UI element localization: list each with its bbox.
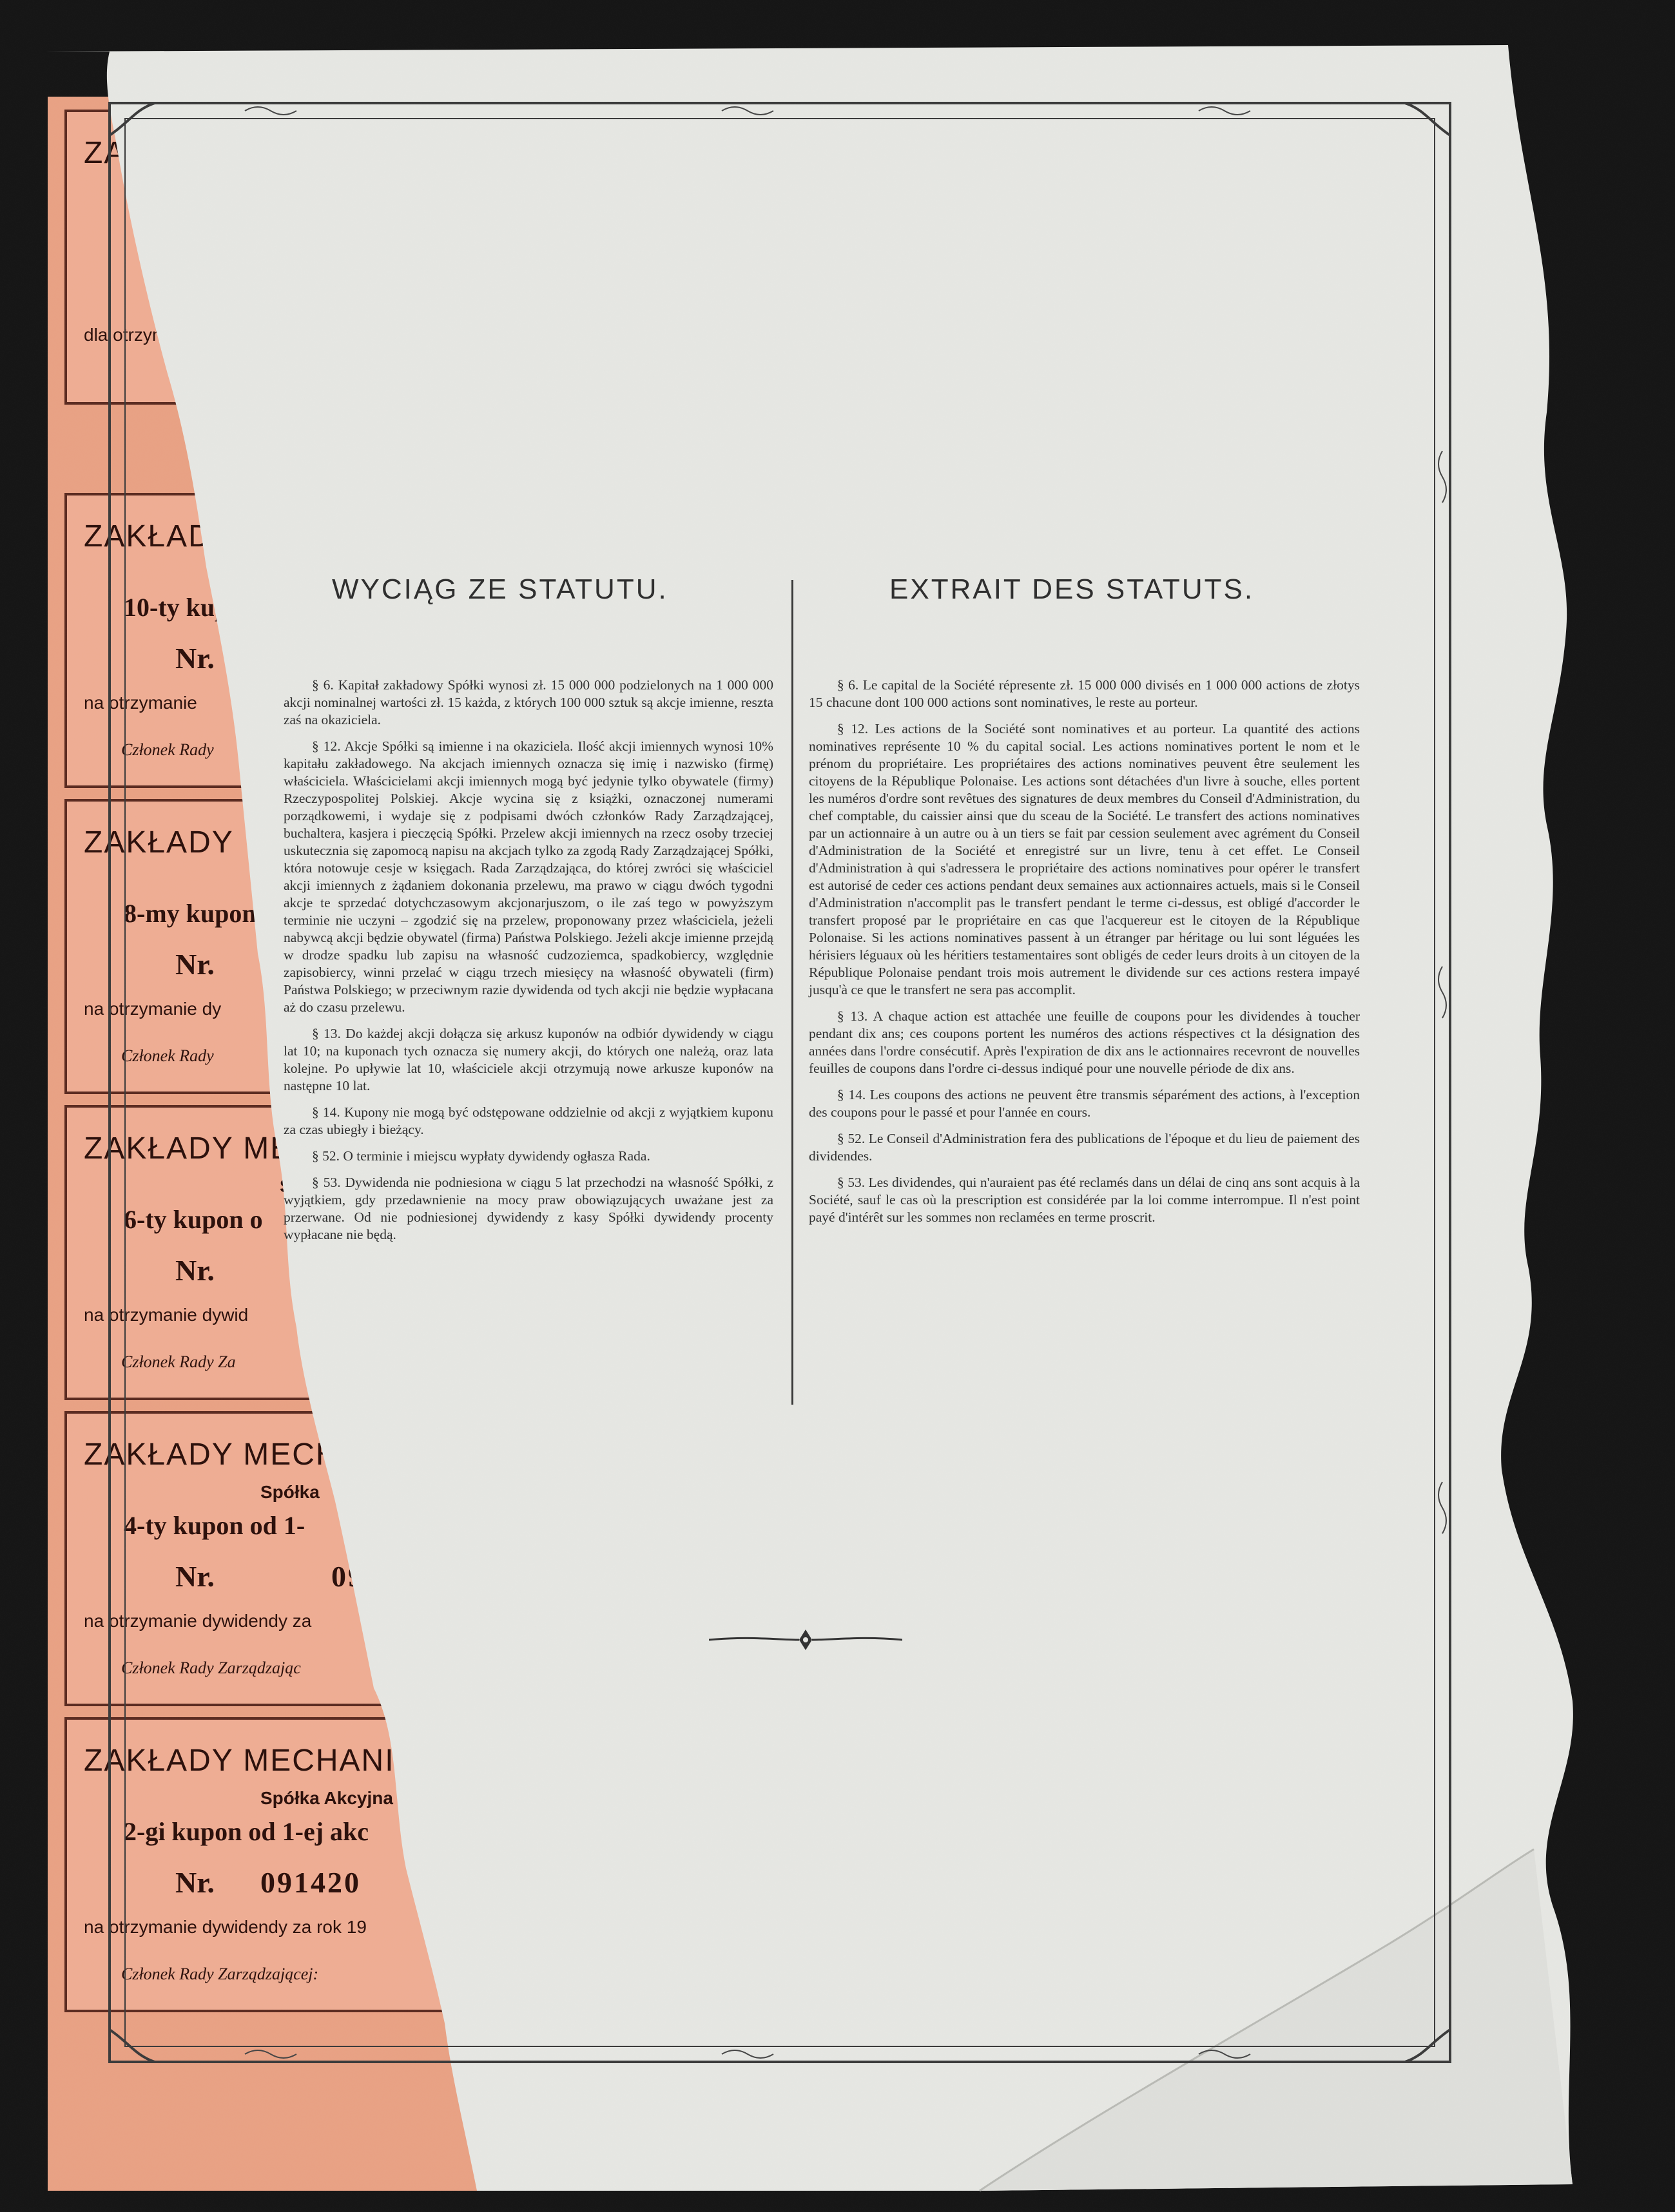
- statute-paragraph: § 53. Les dividendes, qui n'auraient pas été reclamés dans un délai de cinq ans sont acquis à la Société, sauf le cas où la prescription est considérée par la loi comme interrompue. Il n'est point payé d'intérêt sur les sommes non reclamées en terme proscrit.: [809, 1175, 1360, 1225]
- center-ornament-icon: [709, 1627, 902, 1653]
- statute-paragraph: § 6. Kapitał zakładowy Spółki wynosi zł. 15 000 000 podzielonych na 1 000 000 akcji nominalnej wartości zł. 15 każda, z których 100 000 sztuk są akcje imienne, reszta zaś na okaziciela.: [284, 677, 773, 727]
- statute-paragraph: § 53. Dywidenda nie podniesiona w ciągu 5 lat przechodzi na własność Spółki, z wyjątkiem, gdy przedawnienie na mocy praw obowiązujących uważane jest za przerwane. Od nie podniesionej dywidendy z kasy Spółki dywidendy procenty wypłacane nie będą.: [284, 1175, 773, 1242]
- statute-paragraph: § 6. Le capital de la Société répresente zł. 15 000 000 divisés en 1 000 000 actions de złotys 15 chacune dont 100 000 actions sont nominatives, le reste au porteur.: [809, 677, 1360, 710]
- left-heading: WYCIĄG ZE STATUTU.: [332, 573, 668, 605]
- column-divider: [791, 580, 793, 1405]
- polish-statute-column: [284, 677, 773, 1253]
- statute-paragraph: § 12. Akcje Spółki są imienne i na okaziciela. Ilość akcji imiennych wynosi 10% kapitału zakładowego. Na akcjach imiennych oznacza się imię i nazwisko (firmę) właściciela. Właścicielami akcji imiennych mogą być jedynie tylko obywatele (firmy) Rzeczypospolitej Polskiej. Akcje wycina się z książki, oznaczonej numerami porządkowemi, i wydaje się z podpisami dwóch członków Rady Zarządzającej, buchaltera, kasjera i pieczęcią Spółki. Przelew akcji imiennych na rzecz osoby trzeciej uskutecznia się zapomocą napisu na akcjach tylko za zgodą Rady Zarządzającej Spółki, która notowuje cesje w księgach. Rada Zarządzająca, do której zwróci się właściciel akcji imiennych z żądaniem dokonania przelewu, ma prawo w ciągu dwóch tygodni akcje te sprzedać dotychczasowym akcjonarjuszom, o ile zaś tego w powyższym terminie nie uczyni – zgodzić się na przelew, proponowany przez właściciela, jeżeli nabywcą akcji będzie obywatel (firma) Państwa Polskiego. Jeżeli akcje imienne przejdą w drodze spadku lub zapisu na własność cudzoziemca, spadkobiercy, względnie zapisobiercy, winni przelać w ciągu trzech miesięcy na własność obywateli (firm) Państwa Polskiego; w przeciwnym razie dywidenda od tych akcji nie będzie wypłacana aż do czasu przelewu.: [284, 738, 773, 1015]
- right-heading: EXTRAIT DES STATUTS.: [889, 573, 1255, 605]
- statute-paragraph: § 14. Kupony nie mogą być odstępowane oddzielnie od akcji z wyjątkiem kuponu za czas ubiegły i bieżący.: [284, 1104, 773, 1137]
- statute-paragraph: § 13. Do każdej akcji dołącza się arkusz kuponów na odbiór dywidendy w ciągu lat 10; na kuponach tych oznacza się numery akcji, do których one należą, oraz lata kolejne. Po upływie lat 10, właściciele akcji otrzymują nowe arkusze kuponów na następne 10 lat.: [284, 1026, 773, 1093]
- statute-paragraph: § 14. Les coupons des actions ne peuvent être transmis séparément des actions, à l'exception des coupons pour le passé et pour l'année en cours.: [809, 1087, 1360, 1120]
- statute-paragraph: § 52. Le Conseil d'Administration fera des publications de l'époque et du lieu de paiement des dividendes.: [809, 1131, 1360, 1164]
- statute-paragraph: § 13. A chaque action est attachée une feuille de coupons pour les dividendes à toucher pendant dix ans; ces coupons portent les numéros des actions réspectives ct la désignation des années dans l'ordre consécutif. Après l'expiration de dix ans le actionnaires recevront de nouvelles feuilles de coupons dans l'ordre ci-dessus indiqué pour une nouvelle période de dix ans.: [809, 1008, 1360, 1076]
- french-statute-column: [809, 677, 1360, 1235]
- statute-paragraph: § 52. O terminie i miejscu wypłaty dywidendy ogłasza Rada.: [312, 1148, 650, 1164]
- statute-paragraph: § 12. Les actions de la Société sont nominatives et au porteur. La quantité des actions nominatives représente 10 % du capital social. Les actions nominatives portent le nom et le prénom du propriétaire. Les propriétaires des actions nominatives peuvent être seulement les citoyens de la République Polonaise. Les actions sont détachées d'un livre à souche, elles portent les numéros d'ordre sont revêtues des signatures de deux membres du Conseil d'Administration, du chef comptable, du caissier ainsi que du sceau de la Société. Le transfert des actions nominatives par un actionnaire à un autre ou à un tiers se fait par cession seulement avec agrément du Conseil d'Administration de la Société et enregistré sur un livre, tenu à cet effet. Le Conseil d'Administration à qui s'adressera le propriétaire des actions nominatives pour opérer le transfert est autorisé de ceder ces actions pendant deux semaines aux actionnaires actuels, mais si le Conseil d'Administration n'accomplit pas le transfert pendant le terme ci-dessus, est obligé d'accorder le transfert proposé par le propriétaire en cas que l'acquereur est le citoyen de la République Polonaise. Si les actions nominatives passent à un étranger par héritage ou lui sont léguées les hérisiers léguaux où les héritiers testamentaires sont obligés de ceder leurs droits à un citoyen de la République Polonaise pendant trois mois autrement le dividende sur ces actions restera impayé jusqu'à ce que le transfert ne sera pas accomplit.: [809, 721, 1360, 997]
